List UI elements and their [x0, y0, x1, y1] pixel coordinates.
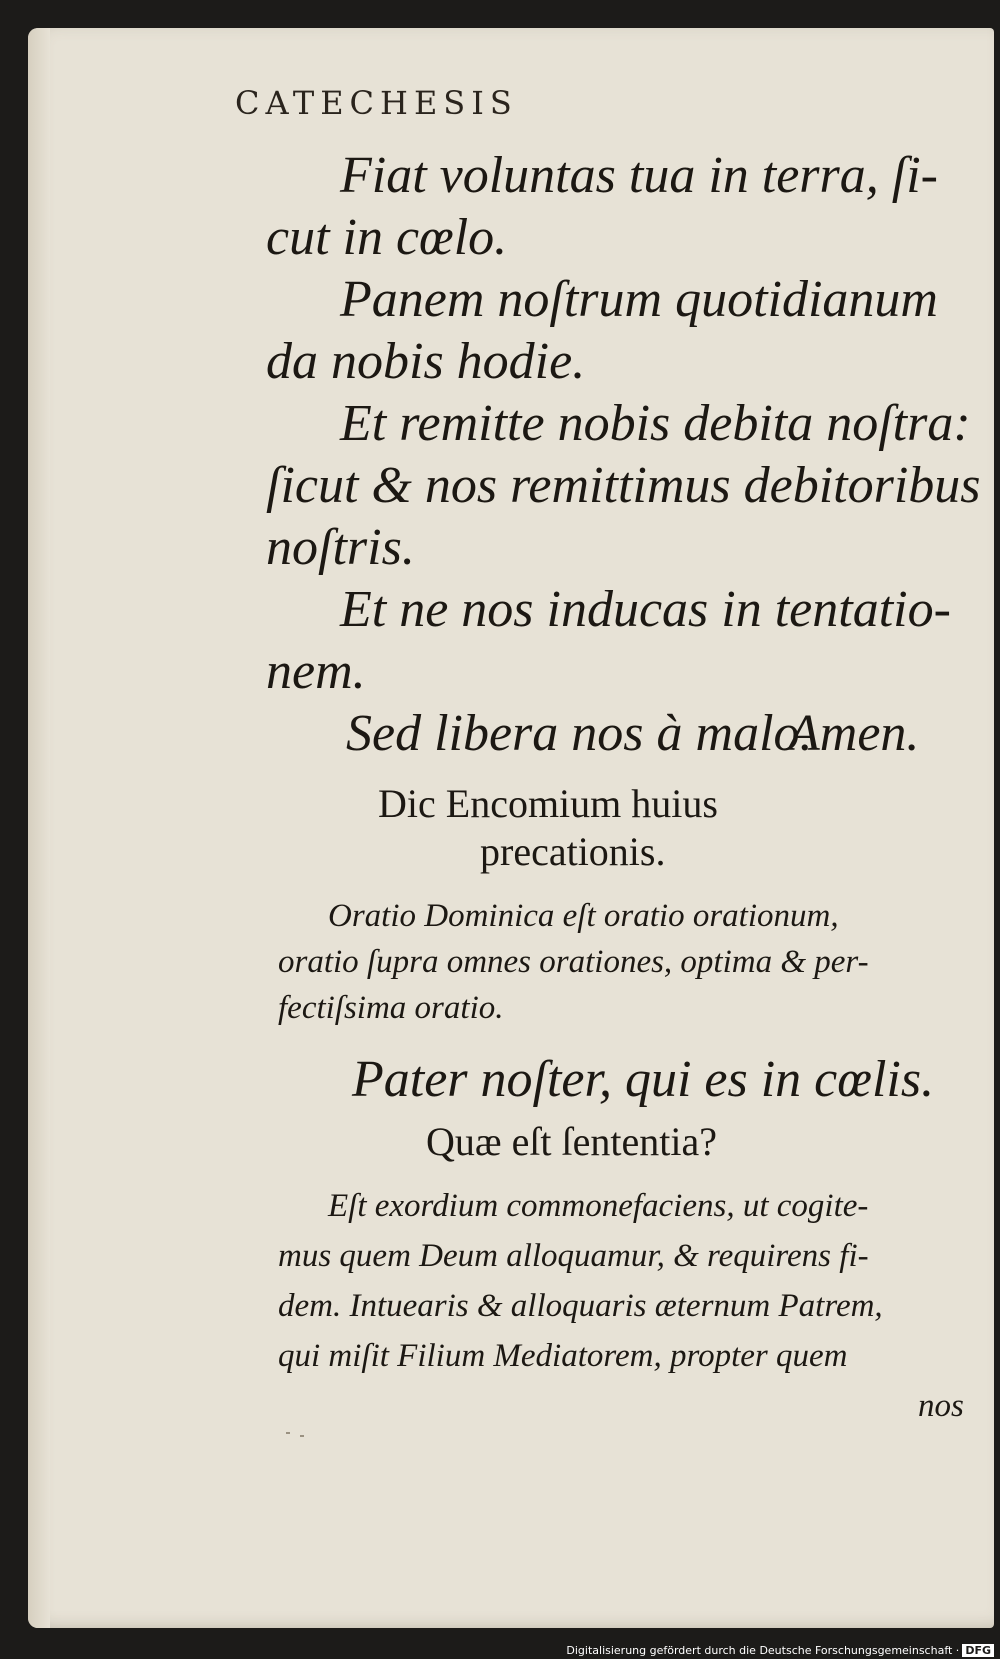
text-line: cut in cœlo.	[266, 209, 508, 266]
text-line: Panem noſtrum quotidianum	[340, 271, 938, 328]
text-line: dem. Intuearis & alloquaris æternum Patrem,	[278, 1288, 883, 1324]
text-line: oratio ſupra omnes orationes, optima & per-	[278, 944, 869, 980]
text-line: mus quem Deum alloquamur, & requirens fi-	[278, 1238, 869, 1274]
text-line: nem.	[266, 643, 366, 700]
text-line: Et ne nos inducas in tentatio-	[340, 581, 951, 638]
text-line: fectiſsima oratio.	[278, 990, 504, 1026]
text-line: da nobis hodie.	[266, 333, 586, 390]
text-line: Sed libera nos à malo.	[346, 705, 813, 762]
dfg-logo: DFG	[962, 1644, 994, 1657]
paper-speck	[286, 1432, 290, 1434]
text-line: Et remitte nobis debita noſtra:	[340, 395, 971, 452]
text-line: Eſt exordium commonefaciens, ut cogite-	[328, 1188, 869, 1224]
text-line: ſicut & nos remittimus debitoribus	[266, 457, 981, 514]
catchword: nos	[918, 1388, 964, 1424]
footer-text: Digitalisierung gefördert durch die Deutsche Forschungsgemeinschaft ·	[566, 1644, 960, 1657]
section-heading: Dic Encomium huius	[378, 781, 718, 826]
text-line: qui miſit Filium Mediatorem, propter quem	[278, 1338, 848, 1374]
book-page	[28, 28, 994, 1628]
text-line: Oratio Dominica eſt oratio orationum,	[328, 898, 839, 934]
digitization-credit	[566, 1644, 994, 1657]
page-gutter-shadow	[28, 28, 50, 1628]
section-heading: precationis.	[480, 829, 666, 874]
running-head: CATECHESIS	[235, 84, 518, 122]
text-line: Amen.	[788, 705, 920, 762]
paper-speck	[300, 1435, 304, 1437]
text-line: noſtris.	[266, 519, 415, 576]
section-heading: Quæ eſt ſententia?	[426, 1119, 718, 1164]
section-heading: Pater noſter, qui es in cœlis.	[352, 1051, 935, 1108]
text-line: Fiat voluntas tua in terra, ſi-	[340, 147, 938, 204]
